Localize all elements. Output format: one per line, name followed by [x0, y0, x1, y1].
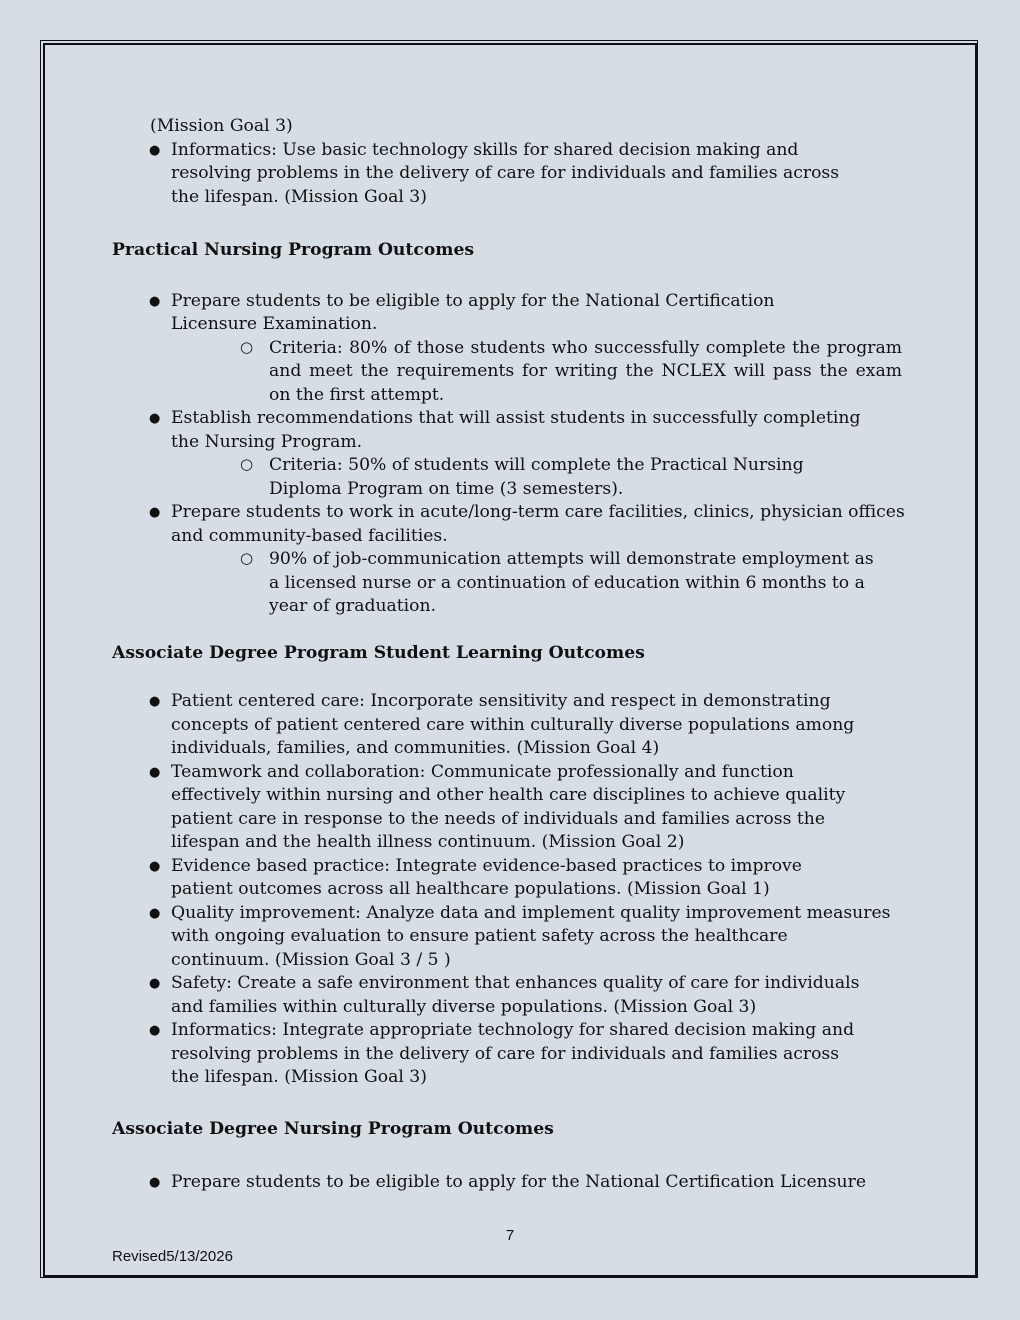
- section-heading-adn-outcomes: Associate Degree Nursing Program Outcomes: [112, 1118, 554, 1139]
- bullet-icon: ●: [149, 694, 161, 709]
- bullet-icon: ●: [149, 1175, 161, 1190]
- list-item: ● Prepare students to work in acute/long-term care facilities, clinics, physician offices and community-based facilities.: [149, 502, 905, 546]
- list-item: ● Establish recommendations that will assist students in successfully completing the Nursing Program.: [149, 408, 861, 452]
- sub-list-item: ○ 90% of job-communication attempts will demonstrate employment as a licensed nurse or a continuation of education within 6 months to a year of graduation.: [240, 549, 874, 616]
- section-heading-practical-nursing: Practical Nursing Program Outcomes: [112, 240, 475, 260]
- practical-nursing-list: [112, 290, 905, 619]
- list-item: ● Prepare students to be eligible to apply for the National Certification Licensure Examination.: [149, 290, 775, 334]
- list-item: ● Quality improvement: Analyze data and implement quality improvement measures with ongoing evaluation to ensure patient safety across the healthcare continuum. (Mission Goal 3 / 5 ): [149, 902, 891, 970]
- adn-outcomes-list: [112, 1171, 902, 1195]
- sub-list-item: ○ Criteria: 50% of students will complete the Practical Nursing Diploma Program on time (3 semesters).: [240, 455, 804, 499]
- bullet-icon: ●: [149, 293, 161, 309]
- bullet-icon: ●: [149, 411, 161, 426]
- bullet-icon: ●: [149, 764, 161, 780]
- circle-bullet-icon: ○: [240, 337, 254, 356]
- bullet-icon: ●: [149, 976, 161, 991]
- circle-bullet-icon: ○: [240, 549, 254, 567]
- top-list: [112, 139, 902, 210]
- bullet-icon: ●: [149, 142, 161, 158]
- continued-line: (Mission Goal 3): [150, 116, 293, 136]
- sub-list-item: ○ Criteria: 80% of those students who successfully complete the program and meet the requirements for writing the NCLEX will pass the exam on the first attempt.: [240, 337, 902, 405]
- list-item: ● Informatics: Integrate appropriate technology for shared decision making and resolving problems in the delivery of care for individuals and families across the lifespan. (Mission Goal 3): [149, 1020, 855, 1087]
- bullet-icon: ●: [149, 1023, 161, 1038]
- revision-date: Revised5/13/2026: [112, 1248, 233, 1265]
- list-item: ● Patient centered care: Incorporate sensitivity and respect in demonstrating concepts of patient centered care within culturally diverse populations among individuals, families, and communities. (Mission Goal 4): [149, 691, 855, 758]
- document-body: [112, 115, 905, 1195]
- page-number: 7: [505, 1227, 515, 1244]
- list-item: ● Informatics: Use basic technology skills for shared decision making and resolving problems in the delivery of care for individuals and families across the lifespan. (Mission Goal 3): [149, 139, 840, 207]
- circle-bullet-icon: ○: [240, 455, 254, 473]
- list-item: ● Safety: Create a safe environment that enhances quality of care for individuals and families within culturally diverse populations. (Mission Goal 3): [149, 973, 860, 1017]
- list-item: ● Teamwork and collaboration: Communicate professionally and function effectively within nursing and other health care disciplines to achieve quality patient care in response to the needs of individuals and families across the lifespan and the health illness continuum. (Mission Goal 2): [149, 761, 846, 852]
- bullet-icon: ●: [149, 505, 161, 520]
- list-item: ● Evidence based practice: Integrate evidence-based practices to improve patient outcomes across all healthcare populations. (Mission Goal 1): [149, 855, 802, 899]
- bullet-icon: ●: [149, 905, 161, 921]
- list-item: ● Prepare students to be eligible to apply for the National Certification Licensure: [112, 1171, 911, 1195]
- adn-slo-list: [112, 690, 902, 1090]
- section-heading-adn-slo: Associate Degree Program Student Learning Outcomes: [112, 642, 645, 663]
- bullet-icon: ●: [149, 858, 161, 874]
